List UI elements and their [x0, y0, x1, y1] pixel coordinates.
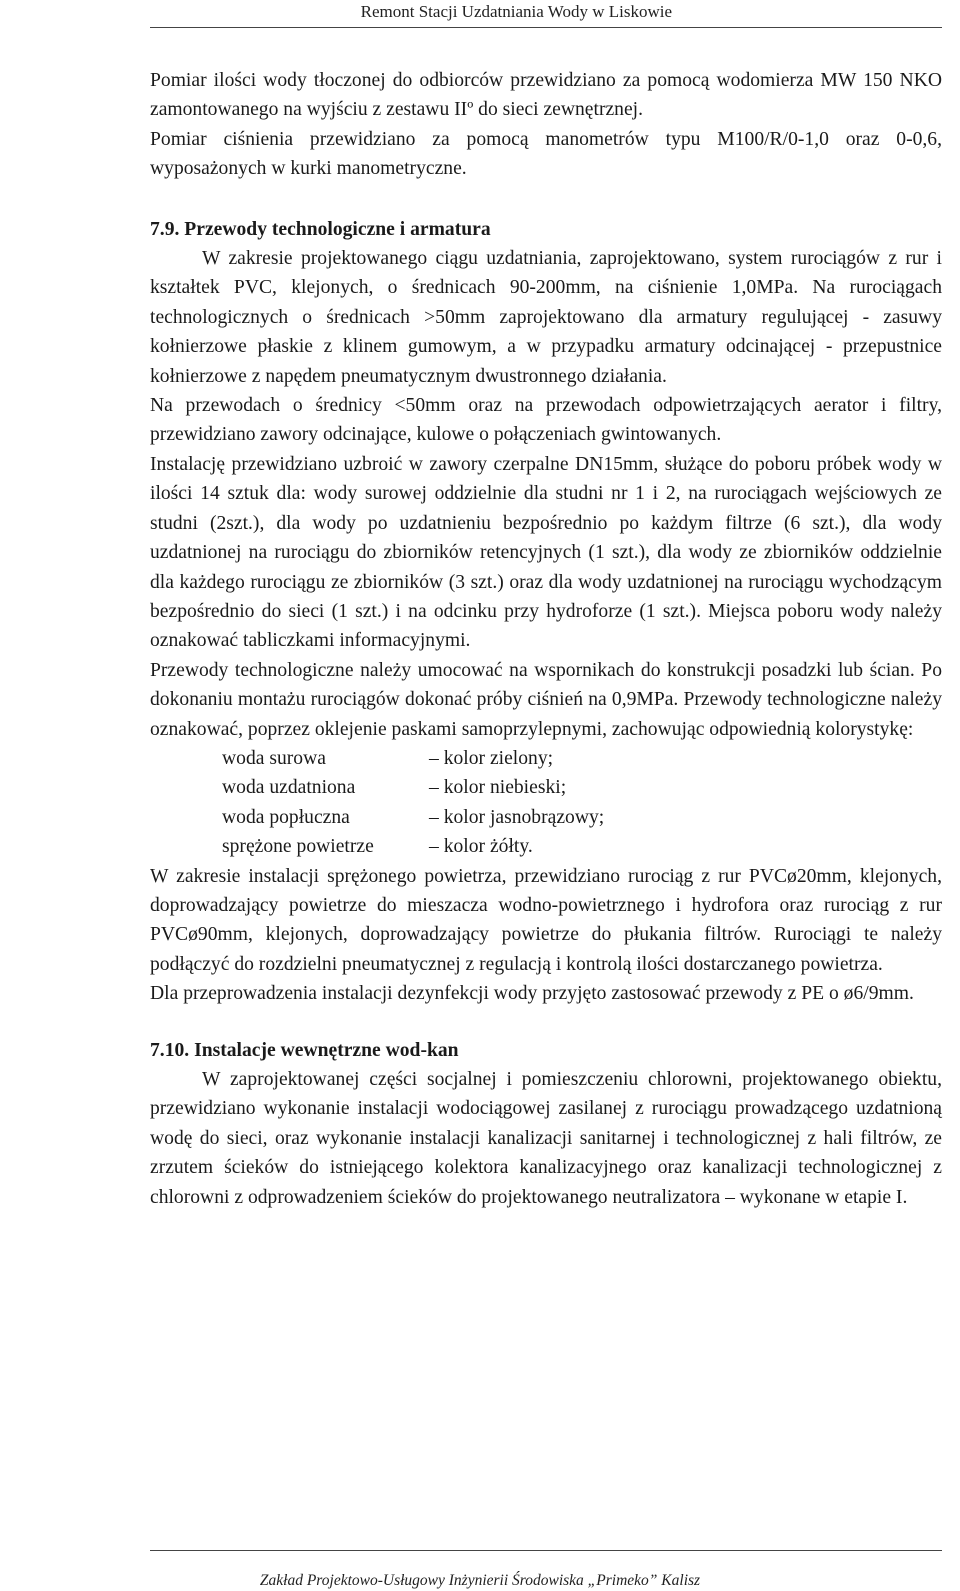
section-7-9-paragraph-6: Dla przeprowadzenia instalacji dezynfekcji wody przyjęto zastosować przewody z PE o ø6/9mm. — [150, 983, 914, 1005]
document-body — [150, 66, 942, 1212]
color-code-row — [222, 744, 942, 773]
pipe-color-code-list — [150, 744, 942, 862]
section-7-10-heading: 7.10. Instalacje wewnętrzne wod-kan — [150, 1039, 459, 1061]
header-rule — [150, 27, 942, 28]
color-code-row — [222, 773, 942, 802]
footer-rule — [150, 1550, 942, 1551]
spacer — [150, 184, 942, 215]
color-code-medium: woda popłuczna — [222, 806, 350, 828]
intro-paragraph-manometers: Pomiar ciśnienia przewidziano za pomocą manometrów typu M100/R/0-1,0 oraz 0-0,6, wyposażonych w kurki manometryczne. — [150, 128, 942, 180]
section-7-9-heading: 7.9. Przewody technologiczne i armatura — [150, 218, 491, 240]
section-7-9-paragraph-2: Na przewodach o średnicy <50mm oraz na przewodach odpowietrzających aerator i filtry, przewidziano zawory odcinające, kulowe o połączeniach gwintowanych. — [150, 395, 942, 446]
page-footer — [0, 1548, 960, 1588]
section-7-9-paragraph-1: W zakresie projektowanego ciągu uzdatniania, zaprojektowano, system rurociągów z rur i kształtek PVC, klejonych, o średnicach 90-200mm, na ciśnienie 1,0MPa. Na rurociągach technologicznych o średnicach >50mm zaprojektowano dla armatury regulującej - zasuwy kołnierzowe płaskie z klinem gumowym, a w przypadku armatury odcinającej - przepustnice kołnierzowe z napędem pneumatycznym dwustronnego działania. — [150, 248, 942, 387]
color-code-row — [222, 832, 942, 861]
color-code-medium: woda uzdatniona — [222, 777, 356, 799]
color-code-row — [222, 803, 942, 832]
color-code-medium: sprężone powietrze — [222, 836, 374, 858]
color-code-medium: woda surowa — [222, 747, 326, 769]
header-title: Remont Stacji Uzdatniania Wody w Liskowie — [360, 2, 672, 21]
section-7-9-paragraph-3: Instalację przewidziano uzbroić w zawory czerpalne DN15mm, służące do poboru próbek wody w ilości 14 sztuk dla: wody surowej oddzielnie dla studni nr 1 i 2, na rurociągach wejściowych ze studni (2szt.), dla wody po uzdatnieniu bezpośrednio po każdym filtrze (6 szt.), dla wody uzdatnionej na rurociągu do zbiorników retencyjnych (1 szt.), dla wody ze zbiorników oddzielnie dla każdego rurociągu ze zbiorników (3 szt.) oraz dla wody uzdatnionej na rurociągu wychodzącym bezpośrednio do sieci (1 szt.) i na odcinku przy hydroforze (1 szt.). Miejsca poboru wody należy oznakować tabliczkami informacyjnymi. — [150, 453, 942, 652]
section-7-10-paragraph-1: W zaprojektowanej części socjalnej i pomieszczeniu chlorowni, projektowanego obiektu, przewidziano wykonanie instalacji wodociągowej zasilanej z rurociągu prowadzącego uzdatnioną wodę do sieci, oraz wykonanie instalacji kanalizacji sanitarnej i technologicznej z hali filtrów, ze zrzutem ścieków do istniejącego kolektora kanalizacyjnego oraz kanalizacji technologicznej z chlorowni z odprowadzeniem ścieków do projektowanego neutralizatora – wykonane w etapie I. — [150, 1068, 942, 1208]
footer-text: Zakład Projektowo-Usługowy Inżynierii Środowiska „Primeko” Kalisz — [259, 1572, 701, 1589]
section-7-9-paragraph-4: Przewody technologiczne należy umocować na wspornikach do konstrukcji posadzki lub ścian. Po dokonaniu montażu rurociągów dokonać próby ciśnień na 0,9MPa. Przewody technologiczne należy oznakować, poprzez oklejenie paskami samoprzylepnymi, zachowując odpowiednią kolorystykę: — [150, 659, 942, 740]
color-code-color: – kolor zielony; — [429, 747, 554, 769]
section-7-9-paragraph-5: W zakresie instalacji sprężonego powietrza, przewidziano rurociąg z rur PVCø20mm, klejonych, doprowadzający powietrze do mieszacza wodno-powietrznego i hydrofora oraz rurociąg z rur PVCø90mm, klejonych, doprowadzający powietrze do płukania filtrów. Rurociągi te należy podłączyć do rozdzielni pneumatycznej z regulacją i kontrolą ilości dostarczanego powietrza. — [150, 865, 942, 975]
color-code-color: – kolor żółty. — [429, 836, 533, 858]
intro-paragraph-water-meter: Pomiar ilości wody tłoczonej do odbiorców przewidziano za pomocą wodomierza MW 150 NKO zamontowanego na wyjściu z zestawu IIº do sieci zewnętrznej. — [150, 70, 942, 121]
color-code-color: – kolor niebieski; — [429, 777, 567, 799]
page-header — [0, 0, 960, 28]
spacer — [150, 1009, 942, 1036]
color-code-color: – kolor jasnobrązowy; — [429, 806, 605, 828]
